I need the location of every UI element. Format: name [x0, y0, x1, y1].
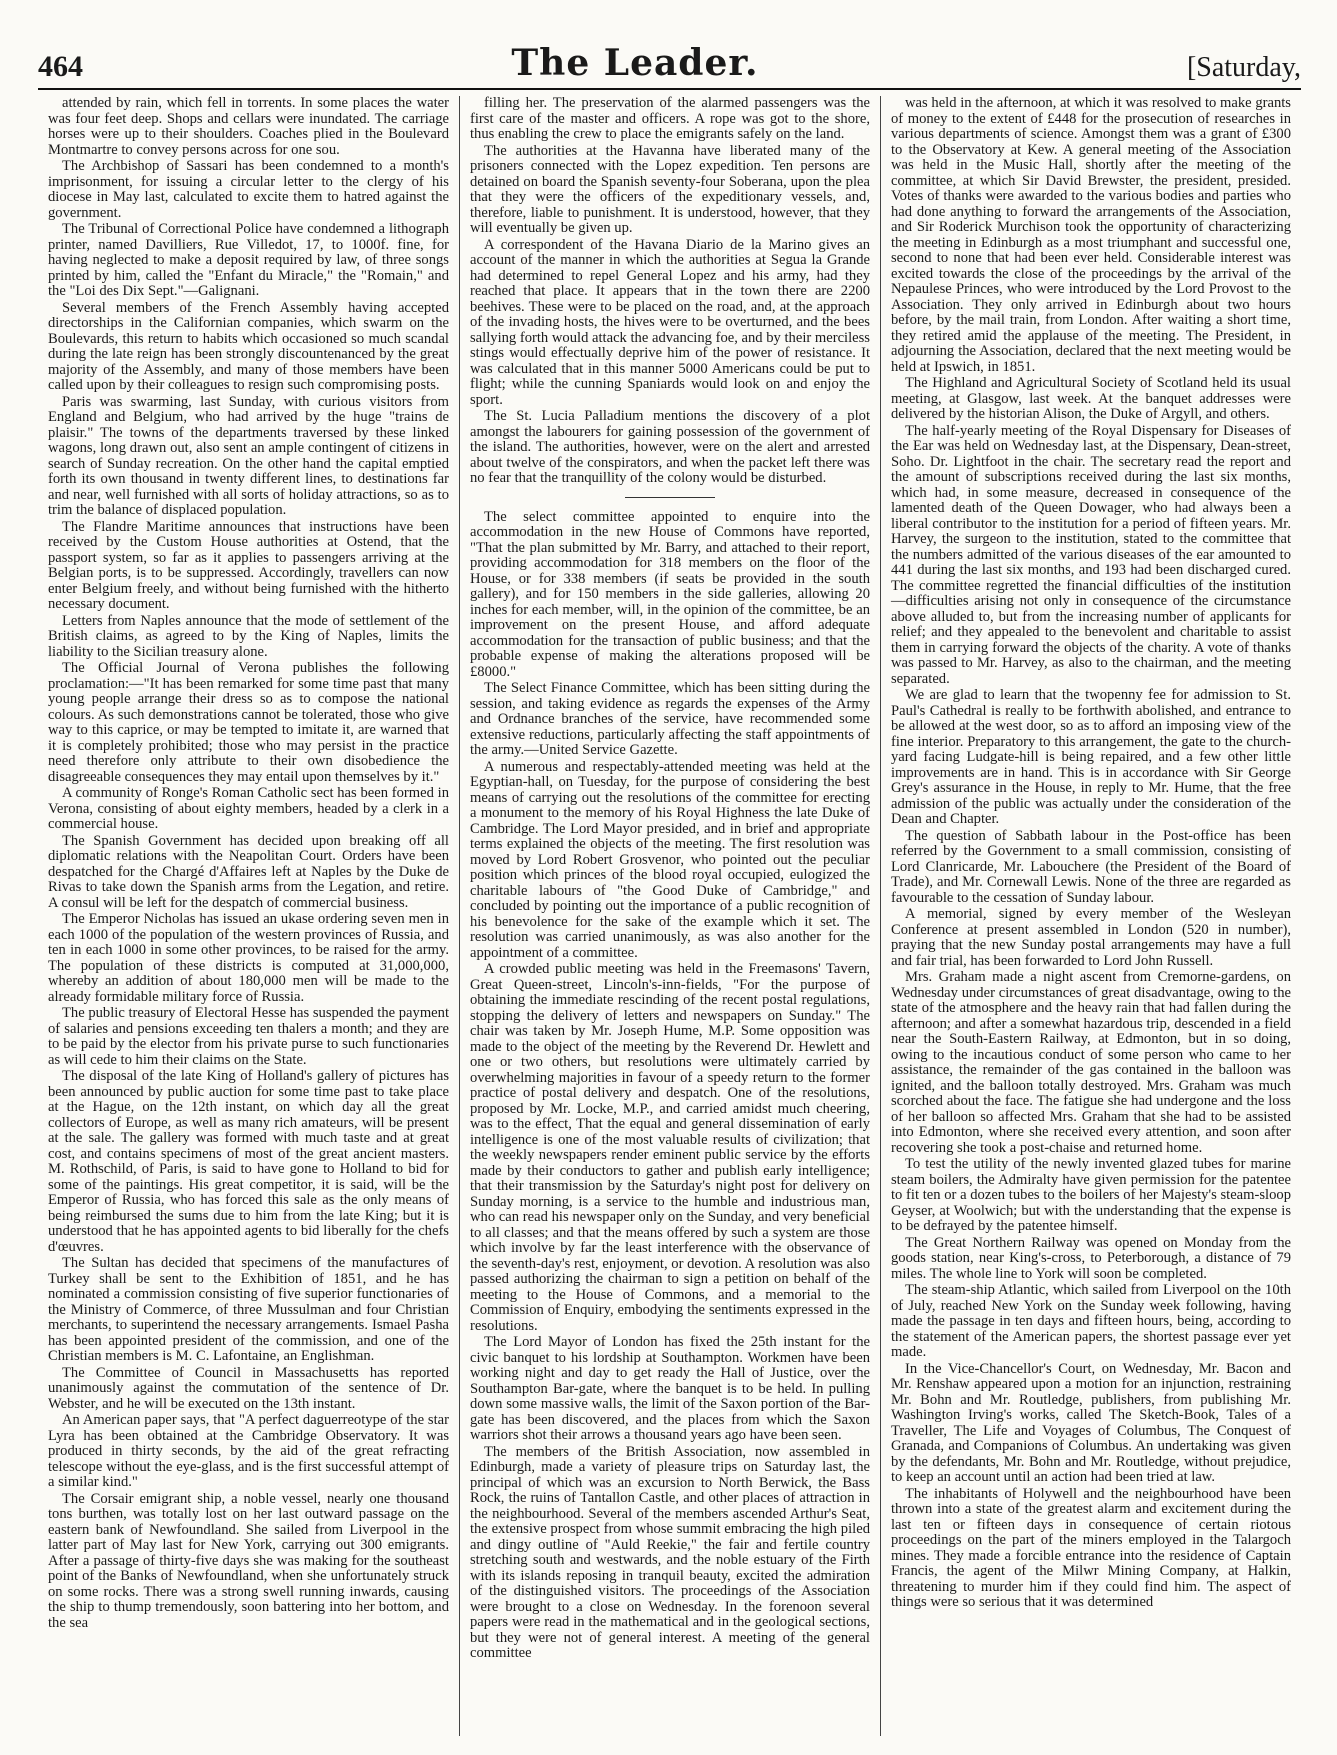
article-paragraph: The public treasury of Electoral Hesse has suspended the payment of salaries and pensions exceeding ten thalers a month; and they are to be paid by the elector from his private purse to such functionaries as will cede to him their claims on the State. — [48, 1005, 450, 1068]
article-paragraph: The Official Journal of Verona publishes the following proclamation:—"It has been remarked for some time past that many young people arrange their dress so as to compose the national colours. As such demonstrations cannot be tolerated, those who give way to this caprice, or may be tempted to imitate it, are warned that it is completely prohibited; those who may persist in the practice need therefore only attribute to their own disobedience the disagreeable consequences they may entail upon themselves by it." — [48, 660, 449, 785]
article-paragraph: The Select Finance Committee, which has been sitting during the session, and taking evidence as regards the expenses of the Army and Ordnance branches of the service, have recommended some extensive reductions, particularly affecting the staff appointments of the army.—United Service Gazette. — [470, 680, 870, 758]
article-paragraph: The Flandre Maritime announces that instructions have been received by the Custom House authorities at Ostend, that the passport system, so far as it applies to passengers arriving at the Belgian ports, is to be suppressed. Accordingly, travellers can now enter Belgium freely, and without being furnished with the hitherto necessary document. — [48, 518, 449, 612]
article-paragraph: Mrs. Graham made a night ascent from Cremorne-gardens, on Wednesday under circumstances of great disadvantage, owing to the state of the atmosphere and the heavy rain that had fallen during the afternoon; and after a somewhat hazardous trip, descended in a field near the South-Eastern Railway, at Edmonton, but in so doing, owing to the incautious conduct of some person who came to her assistance, the remainder of the gas contained in the balloon was ignited, and the balloon totally destroyed. Mrs. Graham was much scorched about the face. The fatigue she had undergone and the loss of her balloon so affected Mrs. Graham that she had to be assisted into Edmonton, where she received every attention, and soon after recovering she took a post-chaise and returned home. — [891, 969, 1291, 1156]
article-paragraph: The Tribunal of Correctional Police have condemned a lithograph printer, named Davilliers, Rue Villedot, 17, to 1000f. fine, for having neglected to make a deposit required by law, of three songs printed by him, called the "Enfant du Miracle," the "Romain," and the "Loi des Dix Sept."—Galignani. — [48, 221, 449, 299]
article-paragraph: A crowded public meeting was held in the Freemasons' Tavern, Great Queen-street, Lincoln's-inn-fields, "For the purpose of obtaining the immediate rescinding of the recent postal regulations, stopping the delivery of letters and newspapers on Sunday." The chair was taken by Mr. Joseph Hume, M.P. Some opposition was made to the object of the meeting by the Reverend Dr. Hewlett and one or two others, but resolutions were ultimately carried by overwhelming majorities in favour of a speedy return to the former practice of postal delivery and despatch. One of the resolutions, proposed by Mr. Locke, M.P., and carried amidst much cheering, was to the effect, That the equal and general dissemination of early intelligence is one of the most valuable results of civilization; that the weekly newspapers render eminent public service by the efforts made by their conductors to gather and publish early intelligence; that their transmission by the Saturday's night post for delivery on Sunday morning, is a service to the humble and industrious man, who can read his newspaper only on the Sunday, and very beneficial to all classes; and that the means offered by such a system are those which involve by far the least interference with the observance of the seventh-day's rest, enjoyment, or devotion. A resolution was also passed authorizing the chairman to sign a petition on behalf of the meeting to the House of Commons, and a memorial to the Commission of Enquiry, embodying the sentiments expressed in the resolutions. — [470, 961, 870, 1334]
article-paragraph: A memorial, signed by every member of the Wesleyan Conference at present assembled in London (520 in number), praying that the new Sunday postal arrangements may have a full and fair trial, has been forwarded to Lord John Russell. — [891, 906, 1291, 969]
masthead — [38, 44, 1301, 90]
column-middle-home-news — [470, 510, 870, 1662]
article-paragraph: The Archbishop of Sassari has been condemned to a month's imprisonment, for issuing a circular letter to the clergy of his diocese in May last, calculated to excite them to hatred against the government. — [48, 158, 449, 221]
article-paragraph: The steam-ship Atlantic, which sailed from Liverpool on the 10th of July, reached New York on the Sunday week following, having made the passage in ten days and fifteen hours, being, according to the statement of the American papers, the shortest passage ever yet made. — [891, 1282, 1291, 1360]
section-divider — [625, 497, 715, 498]
column-right — [880, 96, 1301, 1736]
article-paragraph: attended by rain, which fell in torrents. In some places the water was four feet deep. Shops and cellars were inundated. The carriage horses were up to their shoulders. Coaches plied in the Boulevard Montmartre to convey persons across for one sou. — [48, 96, 449, 158]
article-paragraph: The select committee appointed to enquire into the accommodation in the new House of Commons have reported, "That the plan submitted by Mr. Barry, and attached to their report, providing accommodation for 318 members on the floor of the House, or for 338 members (if seats be provided in the south gallery), and for 150 members in the side galleries, allowing 20 inches for each member, will, in the opinion of the committee, be an improvement on the present House, and afford adequate accommodation for the transaction of public business; and that the probable expense of making the alterations proposed will be £8000." — [470, 508, 870, 680]
newspaper-title: The Leader. — [511, 42, 759, 84]
article-paragraph: The Lord Mayor of London has fixed the 25th instant for the civic banquet to his lordship at Southampton. Workmen have been working night and day to get ready the Hall of Justice, over the Southampton Bar-gate, where the banquet is to be held. In pulling down some massive walls, the limit of the Saxon portion of the Bar-gate has been discovered, and the places from which the Saxon warriors shot their arrows a thousand years ago have been seen. — [470, 1334, 870, 1443]
article-paragraph: Several members of the French Assembly having accepted directorships in the Californian companies, which swarm on the Boulevards, this return to habits which occasioned so much scandal during the late reign has been strongly discountenanced by the great majority of the Assembly, and many of those members have been called upon by their colleagues to resign such compromising posts. — [48, 299, 449, 393]
article-paragraph: The question of Sabbath labour in the Post-office has been referred by the Government to a small commission, consisting of Lord Clanricarde, Mr. Labouchere (the President of the Board of Trade), and Mr. Cornewall Lewis. None of the three are regarded as favourable to the cessation of Sunday labour. — [891, 827, 1291, 906]
article-paragraph: The Spanish Government has decided upon breaking off all diplomatic relations with the Neapolitan Court. Orders have been despatched for the Chargé d'Affaires left at Naples by the Duke de Rivas to take down the Spanish arms from the Legation, and retire. A consul will be left for the despatch of commercial business. — [48, 832, 449, 911]
article-paragraph: was held in the afternoon, at which it was resolved to make grants of money to the extent of £448 for the prosecution of researches in various departments of science. Amongst them was a grant of £300 to the Observatory at Kew. A general meeting of the Association was held in the Music Hall, shortly after the meeting of the committee, at which Sir David Brewster, the president, presided. Votes of thanks were awarded to the various bodies and parties who had done anything to forward the arrangements of the Association, and Sir Roderick Murchison took the opportunity of characterizing the meeting in Edinburgh as a most triumphant and successful one, second to none that had been ever held. Considerable interest was excited towards the close of the proceedings by the arrival of the Nepaulese Princes, who were introduced by the Lord Provost to the Association. They only arrived in Edinburgh about two hours before, by the mail train, from London. After waiting a short time, they retired amid the applause of the meeting. The President, in adjourning the Association, declared that the next meeting would be held at Ipswich, in 1851. — [891, 96, 1291, 375]
article-paragraph: The members of the British Association, now assembled in Edinburgh, made a variety of pleasure trips on Saturday last, the principal of which was an excursion to North Berwick, the Bass Rock, the ruins of Tantallon Castle, and other places of attraction in the neighbourhood. Several of the members ascended Arthur's Seat, the extensive prospect from whose summit embracing the high piled and dingy outline of "Auld Reekie," the fair and fertile country stretching south and westwards, and the noble estuary of the Firth with its islands reposing in tranquil beauty, excited the admiration of the distinguished visitors. The proceedings of the Association were brought to a close on Wednesday. In the forenoon several papers were read in the mathematical and in the geological sections, but they were not of general interest. A meeting of the general committee — [470, 1443, 870, 1661]
column-left — [38, 96, 459, 1736]
article-paragraph: The disposal of the late King of Holland's gallery of pictures has been announced by public auction for some time past to take place at the Hague, on the 12th instant, on which day all the great collectors of Europe, as well as many rich amateurs, will be present at the sale. The gallery was formed with much taste and at great cost, and contains specimens of most of the great ancient masters. M. Rothschild, of Paris, is said to have gone to Holland to bid for some of the paintings. His great competitor, it is said, will be the Emperor of Russia, who has forced this sale as the only means of being reimbursed the sums due to him from the late King; but it is understood that he has appointed agents to bid liberally for the chefs d'œuvres. — [48, 1068, 449, 1255]
article-paragraph: To test the utility of the newly invented glazed tubes for marine steam boilers, the Admiralty have given permission for the patentee to fit ten or a dozen tubes to the boilers of her Majesty's steam-sloop Geyser, at Woolwich; but with the understanding that the expense is to be defrayed by the patentee himself. — [891, 1156, 1291, 1234]
column-middle-foreign-news — [470, 96, 870, 487]
article-paragraph: The St. Lucia Palladium mentions the discovery of a plot amongst the labourers for gaining possession of the government of the island. The authorities, however, were on the alert and arrested about twelve of the conspirators, and when the packet left there was no fear that the tranquillity of the colony would be disturbed. — [470, 408, 870, 486]
article-paragraph: In the Vice-Chancellor's Court, on Wednesday, Mr. Bacon and Mr. Renshaw appeared upon a motion for an injunction, restraining Mr. Bohn and Mr. Routledge, publishers, from publishing Mr. Washington Irving's works, called The Sketch-Book, Tales of a Traveller, The Life and Voyages of Columbus, The Conquest of Granada, and Companions of Columbus. An undertaking was given by the defendants, Mr. Bohn and Mr. Routledge, without prejudice, to keep an account until an action had been tried at law. — [891, 1360, 1291, 1485]
article-paragraph: The Committee of Council in Massachusetts has reported unanimously against the commutation of the sentence of Dr. Webster, and he will be executed on the 13th instant. — [48, 1364, 449, 1412]
article-paragraph: Paris was swarming, last Sunday, with curious visitors from England and Belgium, who had arrived by the huge "trains de plaisir." The towns of the departments traversed by these linked wagons, long drawn out, also sent an ample contingent of citizens in search of Sunday recreation. On the other hand the capital emptied forth its own thousand in twenty different lines, to destinations far and near, well furnished with all sorts of holiday attractions, so as to trim the balance of displaced population. — [48, 393, 449, 518]
article-paragraph: A community of Ronge's Roman Catholic sect has been formed in Verona, consisting of about eighty members, headed by a clerk in a commercial house. — [48, 785, 449, 832]
article-paragraph: The half-yearly meeting of the Royal Dispensary for Diseases of the Ear was held on Wednesday last, at the Dispensary, Dean-street, Soho. Dr. Lightfoot in the chair. The secretary read the report and the amount of subscriptions received during the last six months, which had, in some measure, decreased in consequence of the lamented death of the Queen Dowager, who had always been a liberal contributor to the institution for a period of fifteen years. Mr. Harvey, the surgeon to the institution, stated to the committee that the numbers admitted of the various diseases of the ear amounted to 441 during the last six months, and 193 had been discharged cured. The committee regretted the financial difficulties of the institution—difficulties arising not only in consequence of the circumstance above alluded to, but from the increasing number of applicants for relief; and they appealed to the benevolent and charitable to assist them in carrying forward the objects of the charity. A vote of thanks was passed to Mr. Harvey, as also to the chairman, and the meeting separated. — [891, 422, 1291, 687]
article-paragraph: The Corsair emigrant ship, a noble vessel, nearly one thousand tons burthen, was totally lost on her last outward passage on the eastern bank of Newfoundland. She sailed from Liverpool in the latter part of May last for New York, carrying out 300 emigrants. After a passage of thirty-five days she was making for the southeast point of the Banks of Newfoundland, when she unfortunately struck on some rocks. There was a strong swell running inwards, causing the ship to thump tremendously, soon battering into her bottom, and the sea — [48, 1490, 449, 1631]
article-columns — [38, 96, 1301, 1736]
article-paragraph: An American paper says, that "A perfect daguerreotype of the star Lyra has been obtained at the Cambridge Observatory. It was produced in thirty seconds, by the aid of the great refracting telescope without the eye-glass, and is the first successful attempt of a similar kind." — [48, 1412, 449, 1490]
article-paragraph: A correspondent of the Havana Diario de la Marino gives an account of the manner in which the authorities at Segua la Grande had determined to repel General Lopez and his army, had they reached that place. It appears that in the town there are 2200 beehives. These were to be placed on the road, and, at the approach of the invading hosts, the hives were to be overturned, and the bees sallying forth would attack the advancing foe, and by their merciless stings would effectually deprive him of the power of resistance. It was calculated that in this manner 5000 Americans could be put to flight; while the cunning Spaniards would look on and enjoy the sport. — [470, 236, 870, 408]
article-paragraph: The Sultan has decided that specimens of the manufactures of Turkey shall be sent to the Exhibition of 1851, and he has nominated a commission consisting of five superior functionaries of the Ministry of Commerce, of three Mussulman and four Christian merchants, to superintend the necessary arrangements. Ismael Pasha has been appointed president of the commission, and one of the Christian members is M. C. Lafontaine, an Englishman. — [48, 1255, 449, 1364]
article-paragraph: The inhabitants of Holywell and the neighbourhood have been thrown into a state of the greatest alarm and excitement during the last ten or fifteen days in consequence of certain riotous proceedings on the part of the miners employed in the Talargoch mines. They made a forcible entrance into the residence of Captain Francis, the agent of the Milwr Mining Company, at Halkin, threatening to murder him if they could find him. The aspect of things were so serious that it was determined — [891, 1485, 1291, 1610]
page-number: 464 — [38, 50, 83, 83]
article-paragraph: The Emperor Nicholas has issued an ukase ordering seven men in each 1000 of the population of the western provinces of Russia, and ten in each 1000 in some other provinces, to be raised for the army. The population of these districts is computed at 31,000,000, whereby an addition of about 180,000 men will be made to the already formidable military force of Russia. — [48, 911, 449, 1005]
column-middle — [459, 96, 880, 1736]
article-paragraph: Letters from Naples announce that the mode of settlement of the British claims, as agreed to by the King of Naples, limits the liability to the Sicilian treasury alone. — [48, 612, 449, 660]
issue-day: [Saturday, — [1186, 52, 1301, 83]
article-paragraph: The Great Northern Railway was opened on Monday from the goods station, near King's-cross, to Peterborough, a distance of 79 miles. The whole line to York will soon be completed. — [891, 1234, 1291, 1282]
article-paragraph: The Highland and Agricultural Society of Scotland held its usual meeting, at Glasgow, last week. At the banquet addresses were delivered by the historian Alison, the Duke of Argyll, and others. — [891, 375, 1291, 422]
article-paragraph: We are glad to learn that the twopenny fee for admission to St. Paul's Cathedral is really to be forthwith abolished, and entrance to be allowed at the west door, so as to afford an imposing view of the fine interior. Preparatory to this arrangement, the gate to the church-yard facing Ludgate-hill is being repaired, and a few other little improvements are in hand. This is in accordance with Sir George Grey's assurance in the House, in reply to Mr. Hume, that the free admission of the public was actually under the consideration of the Dean and Chapter. — [891, 687, 1291, 827]
article-paragraph: The authorities at the Havanna have liberated many of the prisoners connected with the Lopez expedition. Ten persons are detained on board the Spanish seventy-four Soberana, upon the plea that they were the officers of the expeditionary vessels, and, therefore, liable to punishment. It is understood, however, that they will eventually be given up. — [470, 142, 870, 236]
article-paragraph: filling her. The preservation of the alarmed passengers was the first care of the master and officers. A rope was got to the shore, thus enabling the crew to place the emigrants safely on the land. — [470, 96, 870, 142]
article-paragraph: A numerous and respectably-attended meeting was held at the Egyptian-hall, on Tuesday, for the purpose of considering the best means of carrying out the resolutions of the committee for erecting a monument to the memory of his Royal Highness the late Duke of Cambridge. The Lord Mayor presided, and in brief and appropriate terms explained the objects of the meeting. The first resolution was moved by Lord Robert Grosvenor, who pointed out the peculiar position which princes of the blood royal occupied, eulogized the charitable labours of "the Good Duke of Cambridge," and concluded by pointing out the importance of a public recognition of his benevolence for the sake of the example which it set. The resolution was carried unanimously, as was also another for the appointment of a committee. — [470, 758, 870, 961]
